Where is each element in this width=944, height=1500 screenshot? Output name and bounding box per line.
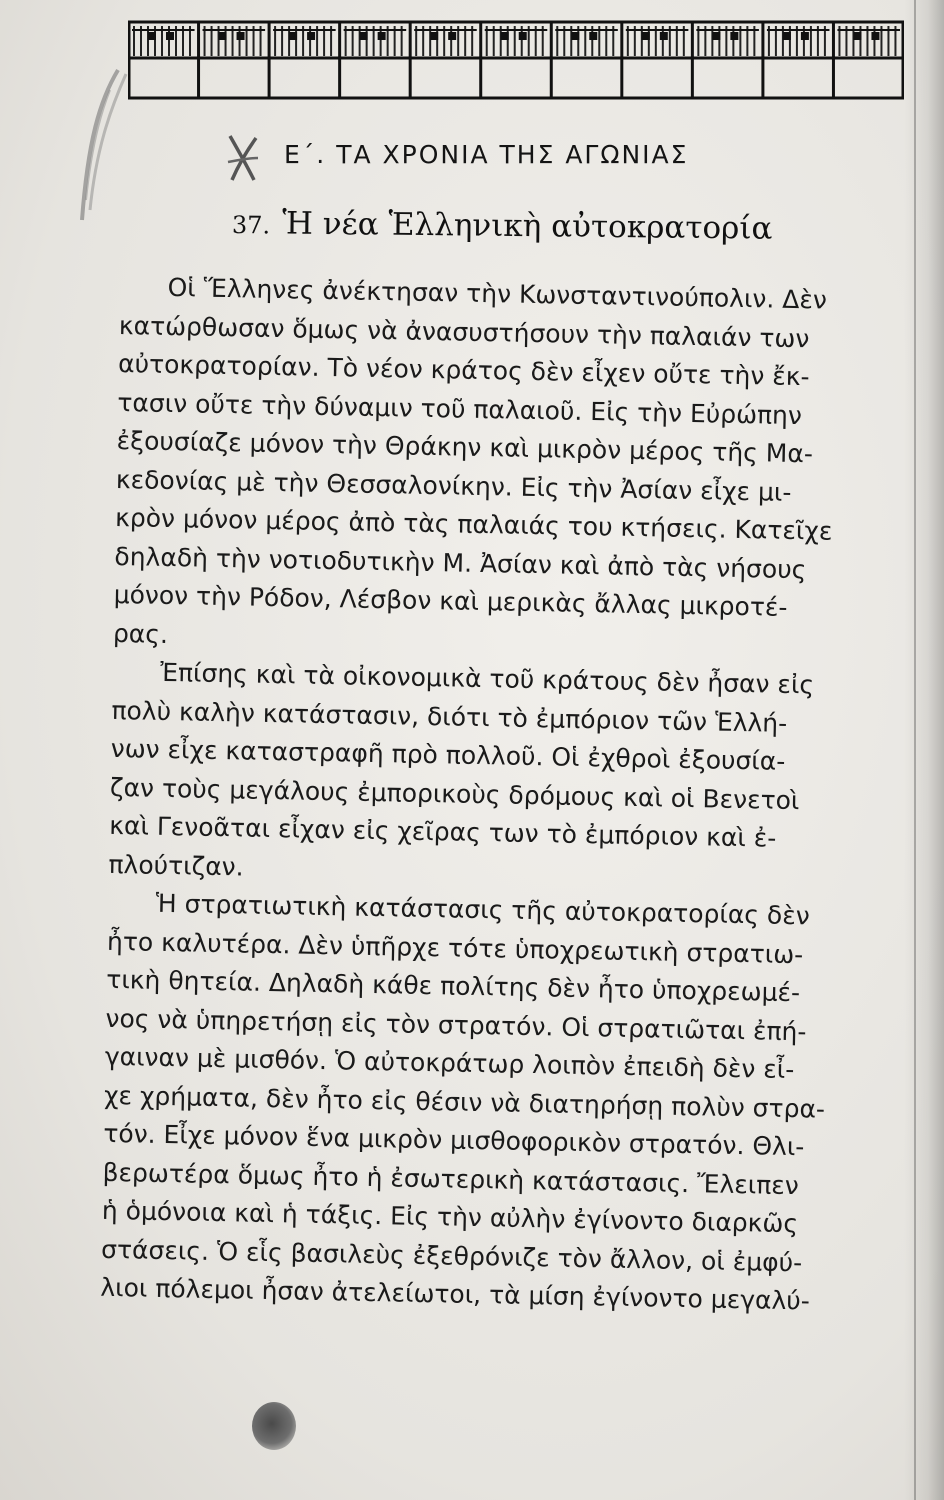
section-heading [232, 205, 773, 247]
text-line: κρὸν μόνον μέρος ἀπὸ τὰς παλαιάς του κτήσεις. Κατεῖχε [114, 502, 833, 546]
section-title: Ἡ νέα Ἑλληνικὴ αὐτοκρατορία [281, 205, 773, 247]
text-line: πλούτιζαν. [108, 849, 244, 881]
pencil-x-mark [224, 132, 264, 184]
ink-smudge [252, 1402, 296, 1450]
text-line: τασιν οὔτε τὴν δύναμιν τοῦ παλαιοῦ. Εἰς τὴν Εὐρώπην [117, 387, 803, 430]
section-number: 37. [231, 211, 271, 240]
text-line: κεδονίας μὲ τὴν Θεσσαλονίκην. Εἰς τὴν Ἀσίαν εἶχε μι- [115, 464, 792, 507]
text-line: γαιναν μὲ μισθόν. Ὁ αὐτοκράτωρ λοιπὸν ἐπειδὴ δὲν εἶ- [104, 1041, 795, 1085]
text-line: μόνον τὴν Ρόδον, Λέσβον καὶ μερικὰς ἄλλας μικροτέ- [113, 579, 788, 622]
text-line: ἦτο καλυτέρα. Δὲν ὑπῆρχε τότε ὑποχρεωτικὴ στρατιω- [106, 926, 804, 969]
text-line: ἐξουσίαζε μόνον τὴν Θράκην καὶ μικρὸν μέρος τῆς Μα- [116, 425, 814, 469]
text-line: ρας. [112, 618, 169, 649]
page-edge-shadow [904, 0, 944, 1500]
text-line: νος νὰ ὑπηρετήσῃ εἰς τὸν στρατόν. Οἱ στρατιῶται ἐπή- [105, 1003, 807, 1046]
text-line: δηλαδὴ τὴν νοτιοδυτικὴν Μ. Ἀσίαν καὶ ἀπὸ τὰς νήσους [114, 541, 807, 584]
text-line: κατώρθωσαν ὅμως νὰ ἀνασυστήσουν τὴν παλαιάν των [118, 310, 810, 353]
text-line: νων εἶχε καταστραφῆ πρὸ πολλοῦ. Οἱ ἐχθροὶ ἐξουσία- [110, 733, 786, 776]
pencil-scribble-mark [60, 60, 140, 240]
text-line: τικὴ θητεία. Δηλαδὴ κάθε πολίτης δὲν ἦτο ὑποχρεωμέ- [106, 964, 801, 1008]
text-line: στάσεις. Ὁ εἷς βασιλεὺς ἐξεθρόνιζε τὸν ἄλλον, οἱ ἐμφύ- [100, 1234, 803, 1277]
body-text [100, 268, 880, 1322]
text-line: Ἡ στρατιωτικὴ κατάστασις τῆς αὐτοκρατορίας δὲν [155, 888, 811, 931]
text-line: λιοι πόλεμοι ἦσαν ἀτελείωτοι, τὰ μίση ἐγίνοντο μεγαλύ- [100, 1272, 811, 1316]
text-line: χε χρήματα, δὲν ἦτο εἰς θέσιν νὰ διατηρήσῃ πολὺν στρα- [103, 1080, 826, 1124]
text-line: Οἱ Ἕλληνες ἀνέκτησαν τὴν Κωνσταντινούπολιν. Δὲν [167, 272, 828, 315]
text-line: ἡ ὁμόνοια καὶ ἡ τάξις. Εἰς τὴν αὐλὴν ἐγίνοντο διαρκῶς [101, 1195, 799, 1239]
text-line: πολὺ καλὴν κατάστασιν, διότι τὸ ἐμπόριον τῶν Ἑλλή- [111, 695, 788, 738]
text-line: Ἐπίσης καὶ τὰ οἰκονομικὰ τοῦ κράτους δὲν ἦσαν εἰς [159, 657, 815, 700]
text-line: καὶ Γενοᾶται εἶχαν εἰς χεῖρας των τὸ ἐμπόριον καὶ ἐ- [109, 810, 777, 853]
decorative-ornament-band [128, 18, 904, 100]
chapter-title: Ε΄. ΤΑ ΧΡΟΝΙΑ ΤΗΣ ΑΓΩΝΙΑΣ [284, 140, 689, 169]
text-line: αὐτοκρατορίαν. Τὸ νέον κράτος δὲν εἶχεν οὔτε τὴν ἔκ- [117, 348, 810, 392]
page-edge-line [914, 0, 916, 1500]
text-line: τόν. Εἶχε μόνον ἕνα μικρὸν μισθοφορικὸν στρατόν. Θλι- [103, 1118, 805, 1162]
text-line: βερωτέρα ὅμως ἦτο ἡ ἐσωτερικὴ κατάστασις. Ἔλειπεν [102, 1157, 800, 1200]
text-line: ζαν τοὺς μεγάλους ἐμπορικοὺς δρόμους καὶ οἱ Βενετοὶ [109, 772, 800, 815]
